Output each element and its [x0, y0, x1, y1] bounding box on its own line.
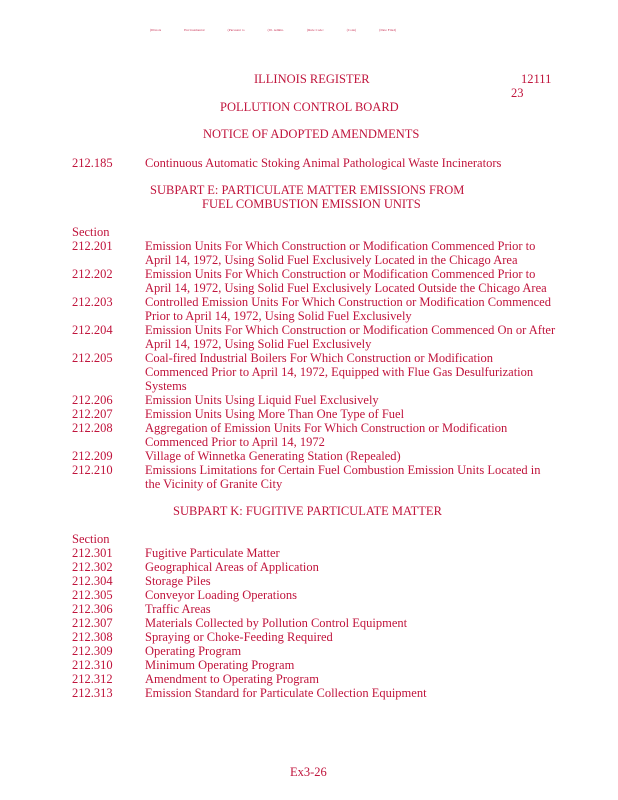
- section-number: 212.202: [72, 267, 113, 281]
- section-title: Operating Program: [145, 644, 242, 658]
- section-title-line: April 14, 1972, Using Solid Fuel Exclusively Located in the Chicago Area: [145, 253, 518, 267]
- section-number: 212.185: [72, 156, 113, 170]
- small-print-item: (Date Filed): [379, 28, 397, 32]
- section-heading: Section: [72, 532, 110, 546]
- section-title: Minimum Operating Program: [145, 658, 295, 672]
- section-number: 212.308: [72, 630, 113, 644]
- section-title-line: Controlled Emission Units For Which Construction or Modification Commenced: [145, 295, 551, 309]
- section-number: 212.310: [72, 658, 113, 672]
- small-print-item: (Rule Code:: [307, 28, 324, 32]
- section-number: 212.306: [72, 602, 113, 616]
- subpart-k-title: SUBPART K: FUGITIVE PARTICULATE MATTER: [173, 504, 442, 518]
- small-print-item: (Code): [346, 28, 357, 32]
- section-number: 212.313: [72, 686, 113, 700]
- section-title-line: Emission Units For Which Construction or Modification Commenced Prior to: [145, 267, 536, 281]
- section-title-line: Emission Units For Which Construction or Modification Commenced On or After: [145, 323, 556, 337]
- section-number: 212.309: [72, 644, 113, 658]
- subpart-e-title-line1: SUBPART E: PARTICULATE MATTER EMISSIONS FROM: [150, 183, 465, 197]
- subpart-e-title-line2: FUEL COMBUSTION EMISSION UNITS: [202, 197, 421, 211]
- section-number: 212.206: [72, 393, 113, 407]
- section-title-line: Village of Winnetka Generating Station (Repealed): [145, 449, 401, 463]
- section-title: Geographical Areas of Application: [145, 560, 319, 574]
- section-number: 212.201: [72, 239, 113, 253]
- section-title-line: Emission Units Using More Than One Type of Fuel: [145, 407, 405, 421]
- section-title: [145, 393, 595, 407]
- section-heading: Section: [72, 225, 110, 239]
- section-title-line: Aggregation of Emission Units For Which Construction or Modification: [145, 421, 508, 435]
- section-title-line: Prior to April 14, 1972, Using Solid Fuel Exclusively: [145, 309, 412, 323]
- section-title: Fugitive Particulate Matter: [145, 546, 280, 560]
- section-title-line: April 14, 1972, Using Solid Fuel Exclusively: [145, 337, 372, 351]
- register-issue-number: 23: [511, 86, 524, 100]
- section-title: [145, 449, 595, 463]
- section-title: Spraying or Choke-Feeding Required: [145, 630, 333, 644]
- section-title: Traffic Areas: [145, 602, 211, 616]
- section-title-line: Systems: [145, 379, 187, 393]
- section-number: 212.312: [72, 672, 113, 686]
- section-title: Materials Collected by Pollution Control Equipment: [145, 616, 408, 630]
- section-title-line: April 14, 1972, Using Solid Fuel Exclusively Located Outside the Chicago Area: [145, 281, 547, 295]
- section-number: 212.302: [72, 560, 113, 574]
- section-title: [145, 463, 595, 491]
- small-print-item: Environmental: [184, 28, 205, 32]
- section-title: [145, 351, 595, 393]
- section-number: 212.307: [72, 616, 113, 630]
- small-print-item: (Pursuant to: [227, 28, 245, 32]
- section-title-line: Emissions Limitations for Certain Fuel Combustion Emission Units Located in: [145, 463, 541, 477]
- section-title: Conveyor Loading Operations: [145, 588, 298, 602]
- section-title: [145, 239, 595, 267]
- notice-title: NOTICE OF ADOPTED AMENDMENTS: [203, 127, 420, 141]
- section-number: 212.207: [72, 407, 113, 421]
- section-number: 212.305: [72, 588, 113, 602]
- section-title: Storage Piles: [145, 574, 211, 588]
- small-print-item: (Ill. Admin.: [267, 28, 285, 32]
- section-title: [145, 421, 595, 449]
- section-title: [145, 323, 595, 351]
- section-title-line: Commenced Prior to April 14, 1972: [145, 435, 325, 449]
- section-number: 212.301: [72, 546, 113, 560]
- section-title: Emission Standard for Particulate Collection Equipment: [145, 686, 427, 700]
- section-title: Continuous Automatic Stoking Animal Pathological Waste Incinerators: [145, 156, 502, 170]
- small-print-item: (Illinois: [150, 28, 162, 32]
- section-number: 212.304: [72, 574, 113, 588]
- header-small-print: [150, 28, 418, 32]
- footer-page-label: Ex3-26: [290, 765, 327, 779]
- section-title-line: Coal-fired Industrial Boilers For Which Construction or Modification: [145, 351, 493, 365]
- register-page-number: 12111: [521, 72, 552, 86]
- section-title-line: the Vicinity of Granite City: [145, 477, 283, 491]
- section-title-line: Emission Units Using Liquid Fuel Exclusively: [145, 393, 379, 407]
- section-number: 212.203: [72, 295, 113, 309]
- section-title: [145, 267, 595, 295]
- section-title-line: Commenced Prior to April 14, 1972, Equipped with Flue Gas Desulfurization: [145, 365, 534, 379]
- section-number: 212.205: [72, 351, 113, 365]
- section-title: [145, 407, 595, 421]
- section-number: 212.208: [72, 421, 113, 435]
- section-title-line: Emission Units For Which Construction or Modification Commenced Prior to: [145, 239, 536, 253]
- agency-name: POLLUTION CONTROL BOARD: [220, 100, 399, 114]
- section-number: 212.210: [72, 463, 113, 477]
- section-number: 212.204: [72, 323, 113, 337]
- section-number: 212.209: [72, 449, 113, 463]
- section-title: [145, 295, 595, 323]
- section-title: Amendment to Operating Program: [145, 672, 319, 686]
- register-title: ILLINOIS REGISTER: [254, 72, 370, 86]
